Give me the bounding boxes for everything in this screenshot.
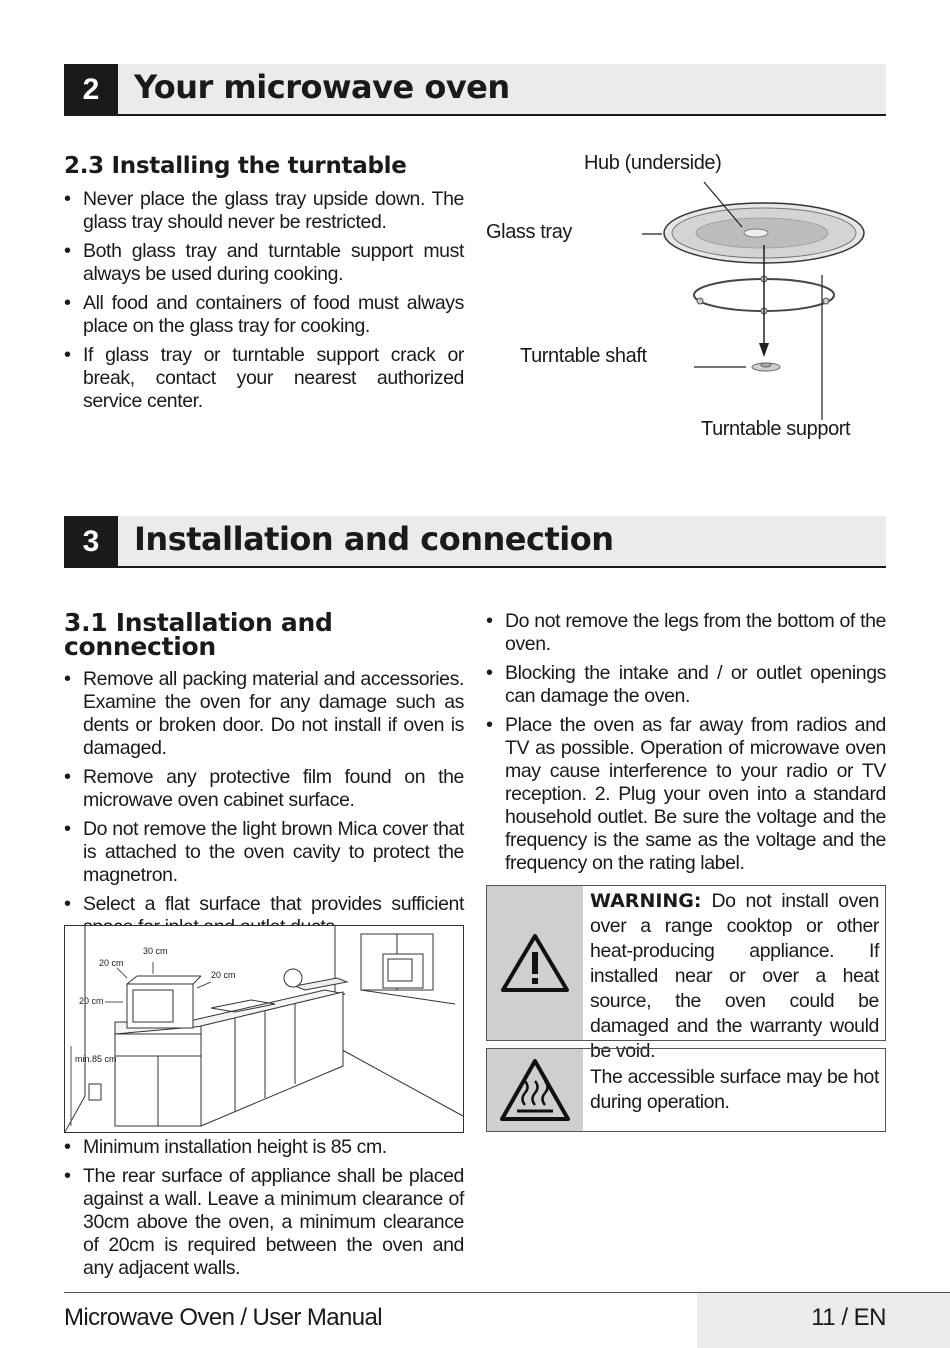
list-item: • All food and containers of food must always place on the glass tray for cooking. xyxy=(64,292,464,338)
heading-line: 3.1 Installation and xyxy=(64,608,333,637)
kitchen-drawing xyxy=(65,926,463,1132)
section-title: Your microwave oven xyxy=(134,68,510,106)
section-number: 3 xyxy=(64,516,118,568)
list-item: • Select a flat surface that provides sufficient xyxy=(64,893,464,939)
hot-icon-cell xyxy=(487,1049,583,1131)
subsection-heading: 2.3 Installing the turntable xyxy=(64,153,407,179)
glass-tray-label: Glass tray xyxy=(486,221,573,243)
turntable-shaft-label: Turntable shaft xyxy=(520,345,647,367)
list-item: • Blocking the intake and / or outlet openings can damage the oven. xyxy=(486,662,886,708)
list-item: • Remove all packing material and accessories. Examine the oven for any damage such as dents or broken door. Do not install if oven is damaged. xyxy=(64,668,464,760)
list-item: • Place the oven as far away from radios and TV as possible. Operation of microwave oven may cause interference to your radio or TV reception. 2. Plug your oven into a standard household outlet. Be sure the voltage and the frequency is the same as the voltage and the frequency on the rating label. xyxy=(486,714,886,875)
warning-box xyxy=(486,885,886,1062)
footer-document-title: Microwave Oven / User Manual xyxy=(64,1304,382,1331)
list-item: • Minimum installation height is 85 cm. xyxy=(64,1136,464,1159)
clearance-left-upper-label: 20 cm xyxy=(99,958,124,968)
installation-bullet-list-right xyxy=(486,610,886,881)
list-item: • Do not remove the light brown Mica cover that is attached to the oven cavity to protect the magnetron. xyxy=(64,818,464,887)
subsection-heading xyxy=(64,608,333,661)
hot-surface-icon xyxy=(499,1057,571,1123)
min-height-label: min.85 cm xyxy=(75,1054,117,1064)
hub-label: Hub (underside) xyxy=(584,152,722,174)
installation-bullet-list-bottom xyxy=(64,1136,464,1286)
list-item: • Remove any protective film found on the microwave oven cabinet surface. xyxy=(64,766,464,812)
heading-line: connection xyxy=(64,632,216,661)
clearance-right-label: 20 cm xyxy=(211,970,236,980)
list-item: • Both glass tray and turntable support must always be used during cooking. xyxy=(64,240,464,286)
hot-surface-box xyxy=(486,1048,886,1132)
turntable-diagram xyxy=(480,145,890,450)
turntable-support-label: Turntable support xyxy=(701,418,851,440)
section-3-header xyxy=(64,516,886,568)
turntable-illustration xyxy=(480,145,890,450)
clearance-top-label: 30 cm xyxy=(143,946,168,956)
list-item: • If glass tray or turntable support crack or break, contact your nearest authorized service center. xyxy=(64,344,464,413)
installation-bullet-list xyxy=(64,668,464,945)
turntable-bullet-list xyxy=(64,188,464,419)
list-item: • Never place the glass tray upside down. The glass tray should never be restricted. xyxy=(64,188,464,234)
warning-body: Do not install oven over a range cooktop or other heat-producing appliance. If installed near or over a heat source, the oven could be damaged and the warranty would be void. xyxy=(590,890,879,1062)
section-title: Installation and connection xyxy=(134,520,614,558)
hot-surface-text: The accessible surface may be hot during operation. xyxy=(590,1066,879,1113)
warning-text xyxy=(583,886,885,1062)
footer-page-number: 11 / EN xyxy=(811,1304,886,1331)
list-item: • Do not remove the legs from the bottom of the oven. xyxy=(486,610,886,656)
section-2-header xyxy=(64,64,886,116)
list-item: • The rear surface of appliance shall be placed against a wall. Leave a minimum clearance of 30cm above the oven, a minimum clearance of 20cm is required between the oven and any adjacent walls. xyxy=(64,1165,464,1280)
warning-icon-cell xyxy=(487,886,583,1040)
warning-label: WARNING: xyxy=(590,890,702,912)
footer-divider xyxy=(64,1292,950,1293)
warning-triangle-icon xyxy=(500,932,570,994)
clearance-left-side-label: 20 cm xyxy=(79,996,104,1006)
section-number: 2 xyxy=(64,64,118,116)
kitchen-clearance-illustration xyxy=(64,925,464,1133)
